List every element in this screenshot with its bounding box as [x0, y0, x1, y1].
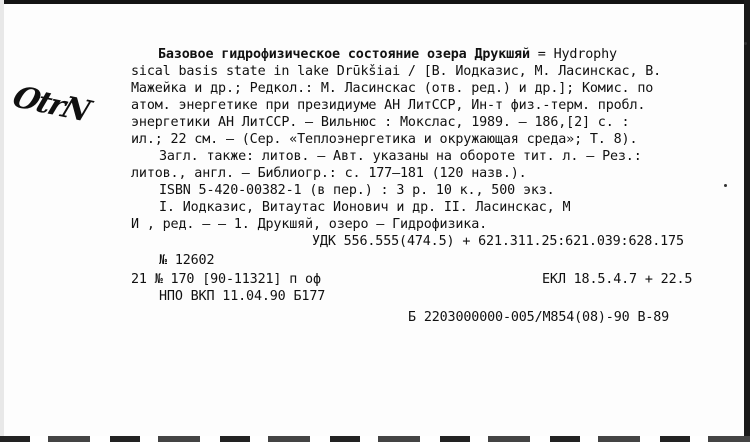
card-line-2: Мажейка и др.; Редкол.: М. Ласинскас (отв. ред.) и др.]; Комис. по [131, 81, 654, 96]
card-line-6: Загл. также: литов. — Авт. указаны на обороте тит. л. — Рез.: [159, 149, 642, 164]
card-left-edge [0, 0, 4, 442]
card-title-rest: = Hydrophy [529, 47, 617, 62]
card-line-4: энергетики АН ЛитССР. — Вильнюс : Мокслас, 1989. — 186,[2] с. : [131, 115, 630, 130]
card-line-10: И , ред. — — 1. Друкшяй, озеро — Гидрофизика. [131, 217, 488, 232]
card-isbn: ISBN 5-420-00382-1 (в пер.) : 3 р. 10 к., 500 экз. [159, 183, 555, 198]
card-bottom-edge [0, 436, 750, 442]
card-line-1: sical basis state in lake Drūkšiai / [В. Иодказис, М. Ласинскас, В. [131, 64, 662, 79]
card-line-5: ил.; 22 см. — (Сер. «Теплоэнергетика и окружающая среда»; Т. 8). [131, 132, 638, 147]
card-title-line [158, 47, 617, 63]
card-line-7: литов., англ. — Библиогр.: с. 177—181 (120 назв.). [131, 166, 527, 181]
speck [744, 42, 747, 45]
card-line-3: атом. энергетике при президиуме АН ЛитССР, Ин-т физ.-терм. пробл. [131, 98, 646, 113]
card-right-edge [744, 0, 750, 442]
card-number: № 12602 [159, 253, 215, 268]
card-npo: НПО ВКП 11.04.90 Б177 [159, 289, 326, 304]
card-bbk: Б 2203000000-005/М854(08)-90 В-89 [408, 310, 670, 325]
card-line-13: 21 № 170 [90-11321] п оф [131, 272, 321, 287]
handwritten-note: OtrN [7, 80, 94, 129]
card-line-9: I. Иодказис, Витаутас Ионович и др. II. Ласинскас, М [159, 200, 571, 215]
speck [724, 184, 727, 187]
card-title: Базовое гидрофизическое состояние озера Друкшяй [158, 47, 530, 62]
card-udk: УДК 556.555(474.5) + 621.311.25:621.039:628.175 [312, 234, 684, 249]
card-top-edge [0, 0, 750, 4]
card-ekl: ЕКЛ 18.5.4.7 + 22.5 [542, 272, 693, 287]
